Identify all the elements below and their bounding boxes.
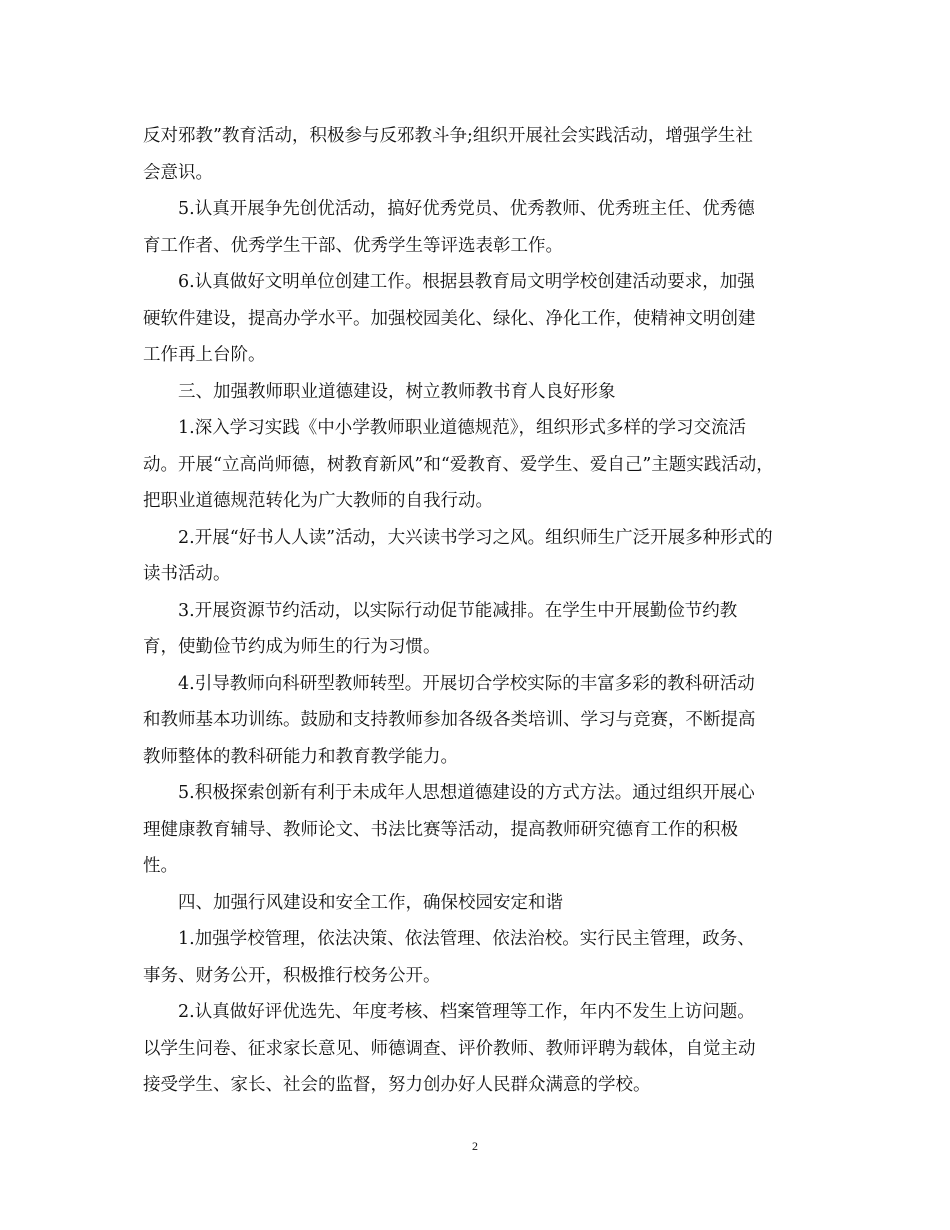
paragraph-line: 1.加强学校管理，依法决策、依法管理、依法治校。实行民主管理，政务、 xyxy=(178,929,755,949)
paragraph-line: 动。开展“立高尚师德，树教育新风”和“爱教育、爱学生、爱自己”主题实践活动， xyxy=(143,454,774,475)
paragraph-line: 会意识。 xyxy=(143,162,213,183)
paragraph-line: 教师整体的教科研能力和教育教学能力。 xyxy=(143,746,458,767)
paragraph-line: 2.认真做好评优选先、年度考核、档案管理等工作，年内不发生上访问题。 xyxy=(178,1002,755,1022)
paragraph-line: 性。 xyxy=(143,856,178,876)
paragraph-line: 2.开展“好书人人读”活动，大兴读书学习之风。组织师生广泛开展多种形式的 xyxy=(178,527,773,548)
paragraph-line: 4.引导教师向科研型教师转型。开展切合学校实际的丰富多彩的教科研活动 xyxy=(178,673,755,694)
paragraph xyxy=(143,885,815,922)
paragraph-line: 5.积极探索创新有利于未成年人思想道德建设的方式方法。通过组织开展心 xyxy=(178,783,755,803)
paragraph-line: 3.开展资源节约活动，以实际行动促节能减排。在学生中开展勤俭节约教 xyxy=(178,600,738,621)
paragraph xyxy=(143,593,815,666)
paragraph-line: 理健康教育辅导、教师论文、书法比赛等活动，提高教师研究德育工作的积极 xyxy=(143,819,738,840)
paragraph xyxy=(143,994,815,1104)
paragraph xyxy=(143,118,815,191)
paragraph-line: 以学生问卷、征求家长意见、师德调查、评价教师、教师评聘为载体，自觉主动 xyxy=(143,1038,756,1059)
paragraph-line: 育，使勤俭节约成为师生的行为习惯。 xyxy=(143,637,441,657)
paragraph xyxy=(143,264,815,374)
paragraph xyxy=(143,921,815,994)
paragraph-line: 和教师基本功训练。鼓励和支持教师参加各级各类培训、学习与竞赛，不断提高 xyxy=(143,710,756,730)
paragraph-line: 5.认真开展争先创优活动，搞好优秀党员、优秀教师、优秀班主任、优秀德 xyxy=(178,199,755,219)
paragraph-line: 事务、财务公开，积极推行校务公开。 xyxy=(143,965,441,986)
paragraph xyxy=(143,374,815,411)
page-number: 2 xyxy=(472,1139,478,1153)
paragraph-line: 1.深入学习实践《中小学教师职业道德规范》，组织形式多样的学习交流活 xyxy=(178,418,746,438)
paragraph xyxy=(143,666,815,776)
document-body xyxy=(143,118,815,1104)
paragraph-line: 育工作者、优秀学生干部、优秀学生等评选表彰工作。 xyxy=(143,235,563,256)
paragraph-line: 把职业道德规范转化为广大教师的自我行动。 xyxy=(143,491,493,511)
paragraph-line: 四、加强行风建设和安全工作，确保校园安定和谐 xyxy=(178,892,563,913)
paragraph-line: 三、加强教师职业道德建设，树立教师教书育人良好形象 xyxy=(178,381,616,402)
paragraph-line: 6.认真做好文明单位创建工作。根据县教育局文明学校创建活动要求，加强 xyxy=(178,272,755,292)
paragraph xyxy=(143,775,815,885)
paragraph-line: 接受学生、家长、社会的监督，努力创办好人民群众满意的学校。 xyxy=(143,1075,651,1095)
paragraph-line: 硬软件建设，提高办学水平。加强校园美化、绿化、净化工作，使精神文明创建 xyxy=(143,308,756,329)
paragraph-line: 读书活动。 xyxy=(143,564,231,584)
paragraph xyxy=(143,410,815,520)
paragraph-line: 反对邪教”教育活动，积极参与反邪教斗争;组织开展社会实践活动，增强学生社 xyxy=(143,126,753,146)
paragraph xyxy=(143,191,815,264)
paragraph xyxy=(143,520,815,593)
paragraph-line: 工作再上台阶。 xyxy=(143,345,266,365)
